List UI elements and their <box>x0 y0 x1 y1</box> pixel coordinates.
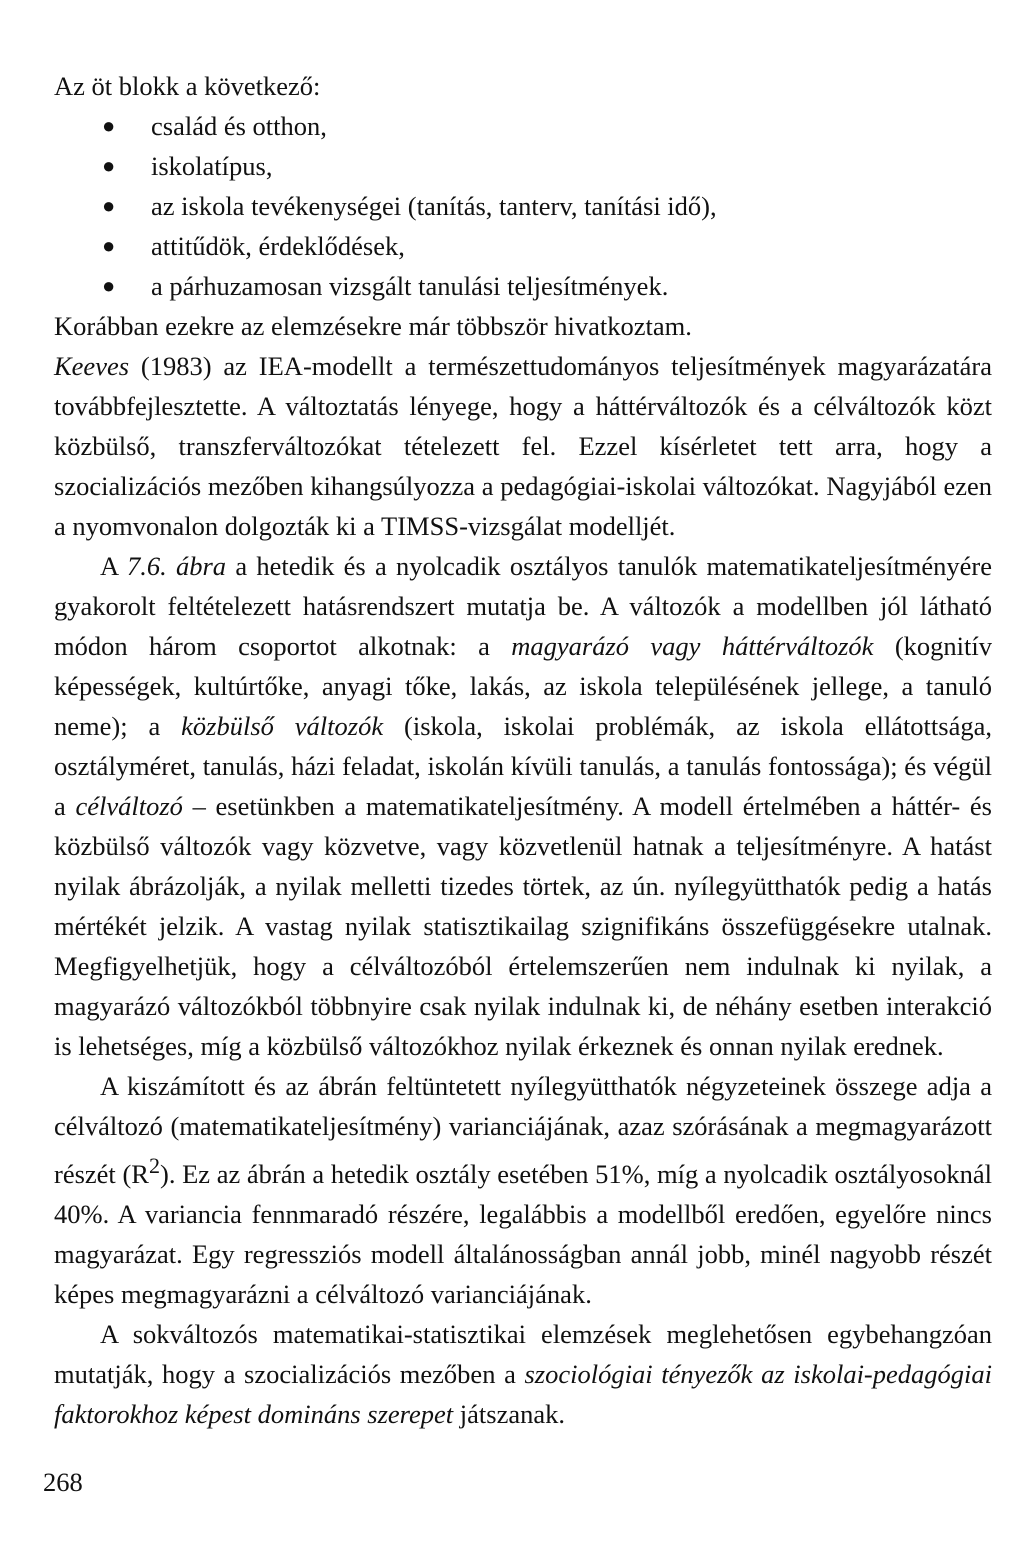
intro-line: Az öt blokk a következő: <box>54 71 321 101</box>
page-number: 268 <box>43 1467 83 1497</box>
bullet-icon: ● <box>102 233 116 258</box>
emphasis-intermediate-variables: közbülső változók <box>181 711 384 741</box>
bullet-icon: ● <box>102 193 116 218</box>
list-item <box>54 186 992 226</box>
paragraph-conclusion: A sokváltozós matematikai-statisztikai elemzések meglehetősen egybehangzóan mutatják, hogy a szocializációs mezőben a szociológiai tényezők az iskolai-pedagógiai faktorokhoz képest domináns szerepet játszanak. <box>54 1318 992 1429</box>
list-item-text: attitűdök, érdeklődések, <box>151 231 405 261</box>
list-item-text: a párhuzamosan vizsgált tanulási teljesítmények. <box>151 271 669 301</box>
superscript: 2 <box>148 1153 160 1178</box>
page-content <box>54 66 992 1434</box>
list-item-text: iskolatípus, <box>151 151 273 181</box>
list-item-text: az iskola tevékenységei (tanítás, tanterv, tanítási idő), <box>151 191 717 221</box>
paragraph-model: A 7.6. ábra a hetedik és a nyolcadik osztályos tanulók matematikateljesítményére gyakorolt feltételezett hatásrendszert mutatja be. A változók a modellben jól látható módon három csoportot alkotnak: a magyarázó vagy háttérváltozók (kognitív képességek, kultúrtőke, anyagi tőke, lakás, az iskola településének jellege, a tanuló neme); a közbülső változók (iskola, iskolai problémák, az iskola ellátottsága, osztályméret, tanulás, házi feladat, iskolán kívüli tanulás, a tanulás fontossága); és végül a célváltozó – esetünkben a matematikateljesítmény. A modell értelmében a háttér- és közbülső változók vagy közvetve, vagy közvetlenül hatnak a teljesítményre. A hatást nyilak ábrázolják, a nyilak melletti tizedes törtek, az ún. nyílegyütthatók pedig a hatás mértékét jelzik. A vastag nyilak statisztikailag szignifikáns összefüggésekre utalnak. Megfigyelhetjük, hogy a célváltozóból értelemszerűen nem indulnak ki nyilak, a magyarázó változókból többnyire csak nyilak indulnak ki, de néhány esetben interakció is lehetséges, míg a közbülső változókhoz nyilak érkeznek és onnan nyilak erednek. <box>54 551 992 1061</box>
paragraph-keeves: Keeves (1983) az IEA-modellt a természettudományos teljesítmények magyarázatára továbbfejlesztette. A változtatás lényege, hogy a háttérváltozók és a célváltozók közt közbülső, transzferváltozókat tételezett fel. Ezzel kísérletet tett arra, hogy a szocializációs mezőben kihangsúlyozza a pedagógiai-iskolai változókat. Nagyjából ezen a nyomvonalon dolgozták ki a TIMSS-vizsgálat modelljét. <box>54 351 992 541</box>
list-item <box>54 226 992 266</box>
paragraph-variance: A kiszámított és az ábrán feltüntetett nyílegyütthatók négyzeteinek összege adja a célváltozó (matematikateljesítmény) varianciájának, azaz szórásának a megmagyarázott részét $(R^2)$. Ez az ábrán a hetedik osztály esetében 51%, míg a nyolcadik osztályosoknál 40%. A variancia fennmaradó részére, legalábbis a modellből eredően, egyelőre nincs magyarázat. Egy regressziós modell általánosságban annál jobb, minél nagyobb részét képes megmagyarázni a célváltozó varianciájának. <box>54 1071 992 1309</box>
emphasis-background-variables: magyarázó vagy háttérváltozók <box>511 631 874 661</box>
figure-reference: 7.6. ábra <box>126 551 227 581</box>
after-list-line: Korábban ezekre az elemzésekre már többször hivatkoztam. <box>54 311 692 341</box>
list-item <box>54 266 992 306</box>
emphasis-conclusion: szociológiai tényezők az iskolai-pedagógiai faktorokhoz képest domináns szerepet <box>54 1358 992 1429</box>
block-list <box>54 106 992 306</box>
emphasis-target-variable: célváltozó <box>75 791 183 821</box>
list-item <box>54 146 992 186</box>
bullet-icon: ● <box>102 153 116 178</box>
list-item <box>54 106 992 146</box>
author-name: Keeves <box>54 351 130 381</box>
bullet-icon: ● <box>102 113 116 138</box>
bullet-icon: ● <box>102 273 116 298</box>
list-item-text: család és otthon, <box>151 111 327 141</box>
